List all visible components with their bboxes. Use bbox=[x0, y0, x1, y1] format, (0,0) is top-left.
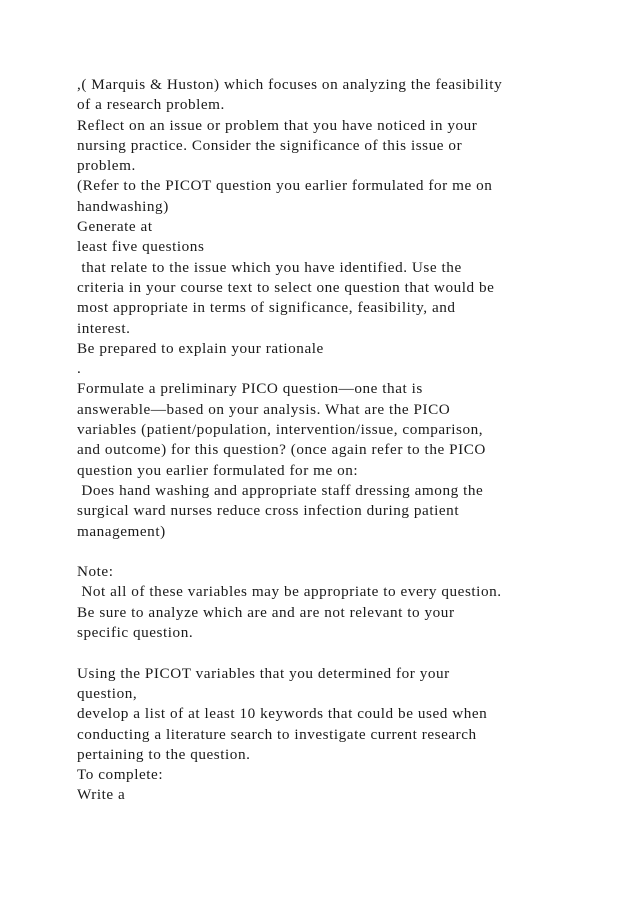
text-line: develop a list of at least 10 keywords that could be used when bbox=[77, 705, 488, 723]
text-line: handwashing) bbox=[77, 197, 169, 215]
text-line: management) bbox=[77, 522, 166, 540]
text-line: (Refer to the PICOT question you earlier formulated for me on bbox=[77, 177, 493, 195]
text-line: ,( Marquis & Huston) which focuses on analyzing the feasibility bbox=[77, 76, 503, 93]
text-line: most appropriate in terms of significance, feasibility, and bbox=[77, 299, 456, 317]
text-line: Be prepared to explain your rationale bbox=[77, 339, 324, 357]
text-line: that relate to the issue which you have identified. Use the bbox=[77, 258, 462, 276]
text-line: specific question. bbox=[77, 624, 194, 642]
text-line: least five questions bbox=[77, 238, 205, 256]
text-line: To complete: bbox=[77, 766, 164, 784]
text-line: Be sure to analyze which are and are not relevant to your bbox=[77, 603, 455, 621]
text-line: question you earlier formulated for me on: bbox=[77, 461, 359, 479]
text-line: Reflect on an issue or problem that you have noticed in your bbox=[77, 116, 478, 134]
text-line: . bbox=[77, 360, 82, 378]
text-line: problem. bbox=[77, 157, 136, 175]
text-line: Write a bbox=[77, 786, 126, 804]
document-body bbox=[77, 75, 577, 806]
text-line bbox=[77, 643, 577, 663]
text-line: Using the PICOT variables that you determined for your bbox=[77, 664, 450, 682]
text-line: nursing practice. Consider the significance of this issue or bbox=[77, 136, 463, 154]
text-line bbox=[77, 542, 577, 562]
text-line: pertaining to the question. bbox=[77, 745, 251, 763]
text-line: criteria in your course text to select one question that would be bbox=[77, 278, 495, 296]
text-line: surgical ward nurses reduce cross infection during patient bbox=[77, 502, 460, 520]
text-line: Note: bbox=[77, 563, 114, 581]
text-line: answerable—based on your analysis. What are the PICO bbox=[77, 400, 451, 418]
text-line: variables (patient/population, intervention/issue, comparison, bbox=[77, 421, 484, 439]
text-line: Formulate a preliminary PICO question—one that is bbox=[77, 380, 423, 398]
text-line: and outcome) for this question? (once again refer to the PICO bbox=[77, 441, 486, 459]
text-line: interest. bbox=[77, 319, 131, 337]
text-line: Not all of these variables may be appropriate to every question. bbox=[77, 583, 502, 601]
text-line: of a research problem. bbox=[77, 96, 225, 114]
text-line: Does hand washing and appropriate staff dressing among the bbox=[77, 481, 484, 499]
text-line: question, bbox=[77, 684, 138, 702]
text-line: Generate at bbox=[77, 218, 153, 236]
text-line: conducting a literature search to investigate current research bbox=[77, 725, 477, 743]
